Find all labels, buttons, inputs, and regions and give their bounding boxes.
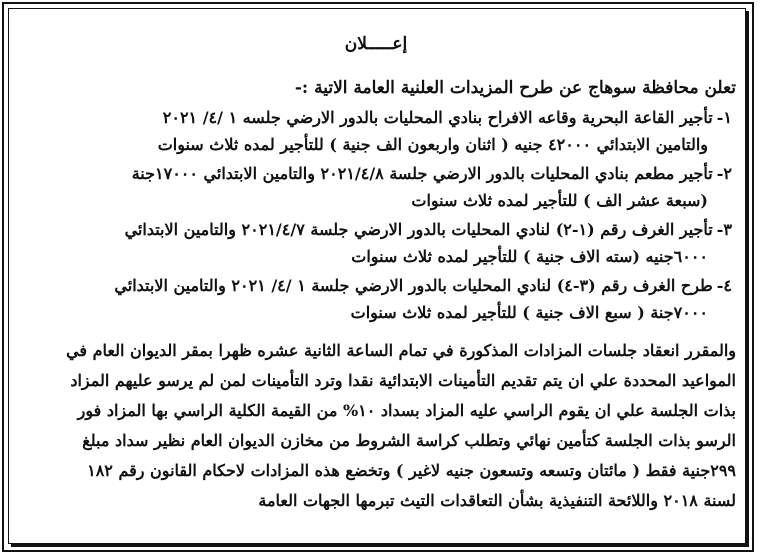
paragraph-line: والمقرر انعقاد جلسات المزادات المذكورة في تمام الساعة الثانية عشره ظهرا بمقر الديوان العام في bbox=[66, 341, 736, 360]
announcement-intro: تعلن محافظة سوهاج عن طرح المزيدات العلنية العامة الاتية :- bbox=[294, 78, 736, 98]
item-line-2: ٧٠٠٠جنة ( سبع الاف جنية ) للتأجير لمده ثلاث سنوات bbox=[350, 303, 708, 322]
closing-paragraph bbox=[12, 336, 740, 516]
paragraph-line: المواعيد المحددة علي ان يتم تقديم التأمينات الابتدائية نقدا وترد التأمينات لمن لم يرسو عليهم المزاد bbox=[70, 371, 736, 390]
item-line-1: تأجير الغرف رقم (١-٢) لنادي المحليات بالدور الارضي جلسة ٢٠٢١/٤/٧ والتامين الابتدائي bbox=[124, 220, 713, 239]
auction-item-3 bbox=[12, 216, 740, 270]
announcement-title: إعـــــلان bbox=[344, 34, 408, 54]
document-frame bbox=[2, 2, 754, 552]
auction-item-1 bbox=[12, 104, 740, 158]
item-line-2: (سبعة عشر الف ) للتأجير لمده ثلاث سنوات bbox=[411, 191, 708, 210]
item-line-2: والتامين الابتدائي ٤٢٠٠٠ جنيه ( اثنان واربعون الف جنية ) للتأجير لمده ثلاث سنوات bbox=[157, 135, 708, 154]
paragraph-line: ٢٩٩جنية فقط ( مائتان وتسعه وتسعون جنيه لاغير ) وتخضع هذه المزادات لاحكام القانون رقم ١٨٢ bbox=[87, 461, 736, 480]
paragraph-line: الرسو بذات الجلسة كتأمين نهائي وتطلب كراسة الشروط من مخازن الديوان العام نظير سداد مبلغ bbox=[82, 431, 736, 450]
announcement-document bbox=[12, 10, 740, 540]
item-number: ٣- bbox=[716, 220, 732, 239]
item-line-2: ٦٠٠٠جنيه (سته الاف جنية ) للتأجير لمده ثلاث سنوات bbox=[351, 247, 708, 266]
item-line-1: تأجير مطعم بنادي المحليات بالدور الارضي جلسة ٢٠٢١/٤/٨ والتامين الابتدائي ١٧٠٠٠جنة bbox=[131, 164, 713, 183]
paragraph-line: بذات الجلسة علي ان يقوم الراسي عليه المزاد بسداد ١٠% من القيمة الكلية الراسي بها المزاد فور bbox=[77, 401, 736, 420]
paragraph-line: لسنة ٢٠١٨ واللائحة التنفيذية بشأن التعاقدات التيث تبرمها الجهات العامة bbox=[258, 491, 736, 510]
auction-item-4 bbox=[12, 272, 740, 326]
item-number: ١- bbox=[716, 108, 732, 127]
item-number: ٤- bbox=[716, 276, 732, 295]
item-line-1: طرح الغرف رقم (٣-٤) لنادي المحليات بالدور الارضي جلسة ١ /٤/ ٢٠٢١ والتامين الابتدائي bbox=[114, 276, 713, 295]
item-line-1: تأجير القاعة البحرية وقاعه الافراح بنادي المحليات بالدور الارضي جلسه ١ /٤/ ٢٠٢١ bbox=[162, 108, 713, 127]
item-number: ٢- bbox=[716, 164, 732, 183]
auction-item-2 bbox=[12, 160, 740, 214]
